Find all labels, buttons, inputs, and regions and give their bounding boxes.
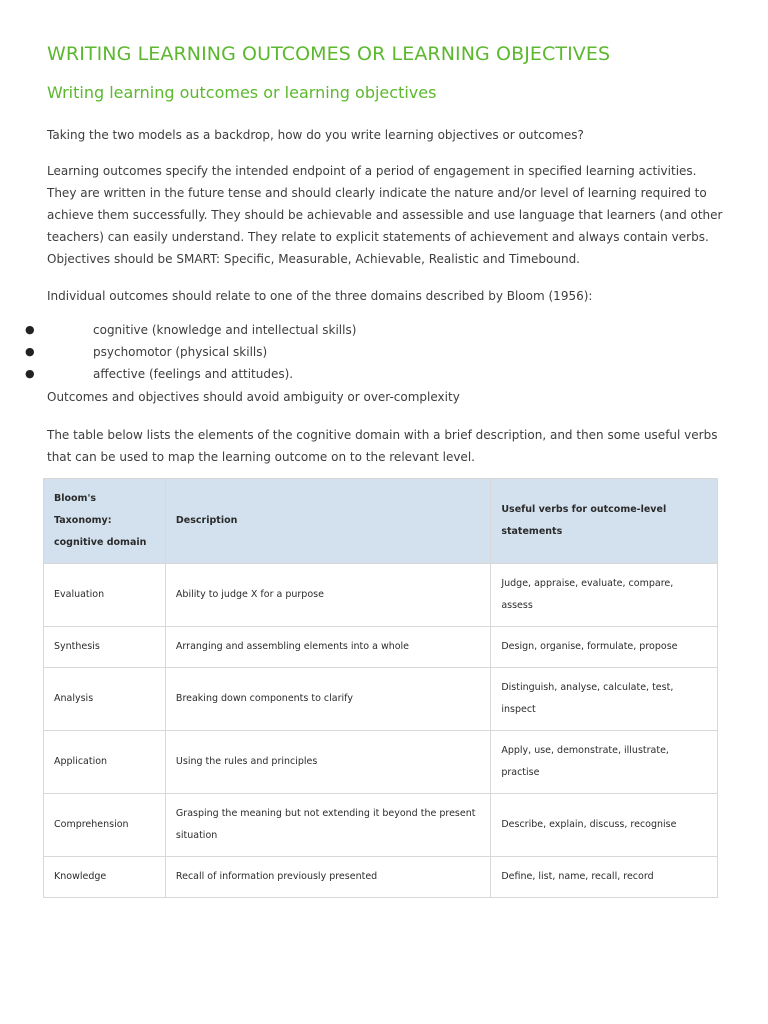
cell-level: Application <box>44 731 166 794</box>
header-cell-description: Description <box>165 479 490 564</box>
cell-verbs: Design, organise, formulate, propose <box>491 627 718 668</box>
cell-description: Arranging and assembling elements into a whole <box>165 627 490 668</box>
page-title: WRITING LEARNING OUTCOMES OR LEARNING OBJECTIVES <box>47 43 611 65</box>
domain-cognitive: cognitive (knowledge and intellectual skills) <box>93 323 357 337</box>
cell-verbs: Apply, use, demonstrate, illustrate, practise <box>491 731 718 794</box>
outcomes-paragraph: Learning outcomes specify the intended endpoint of a period of engagement in specified learning activities. They are written in the future tense and should clearly indicate the nature and/or level of learning required to achieve them successfully. They should be achievable and assessible and use language that learners (and other teachers) can easily understand. They relate to explicit statements of achievement and always contain verbs. Objectives should be SMART: Specific, Measurable, Achievable, Realistic and Timebound. <box>47 164 723 266</box>
domains-intro-paragraph: Individual outcomes should relate to one of the three domains described by Bloom (1956): <box>47 289 593 303</box>
bullet-icon: ● <box>25 323 35 336</box>
cell-verbs: Describe, explain, discuss, recognise <box>491 794 718 857</box>
cell-description: Breaking down components to clarify <box>165 668 490 731</box>
intro-paragraph: Taking the two models as a backdrop, how do you write learning objectives or outcomes? <box>47 128 584 142</box>
cell-verbs: Judge, appraise, evaluate, compare, assess <box>491 564 718 627</box>
cell-description: Grasping the meaning but not extending it beyond the present situation <box>165 794 490 857</box>
table-intro-paragraph: The table below lists the elements of the cognitive domain with a brief description, and then some useful verbs that can be used to map the learning outcome on to the relevant level. <box>47 428 718 464</box>
cell-level: Knowledge <box>44 857 166 898</box>
cell-description: Ability to judge X for a purpose <box>165 564 490 627</box>
cell-description: Recall of information previously presented <box>165 857 490 898</box>
table-header-row <box>44 479 718 564</box>
cell-verbs: Define, list, name, recall, record <box>491 857 718 898</box>
cell-level: Evaluation <box>44 564 166 627</box>
header-cell-verbs: Useful verbs for outcome-level statements <box>491 479 718 564</box>
cell-description: Using the rules and principles <box>165 731 490 794</box>
cell-level: Synthesis <box>44 627 166 668</box>
header-cell-domain: Bloom's Taxonomy: cognitive domain <box>44 479 166 564</box>
section-subtitle: Writing learning outcomes or learning objectives <box>47 83 437 102</box>
cell-verbs: Distinguish, analyse, calculate, test, inspect <box>491 668 718 731</box>
bloom-taxonomy-table <box>43 478 718 898</box>
cell-level: Analysis <box>44 668 166 731</box>
table-row <box>44 794 718 857</box>
table-row <box>44 731 718 794</box>
domain-psychomotor: psychomotor (physical skills) <box>93 345 268 359</box>
avoid-note: Outcomes and objectives should avoid ambiguity or over-complexity <box>47 390 460 404</box>
table-row <box>44 564 718 627</box>
domain-affective: affective (feelings and attitudes). <box>93 367 294 381</box>
table-row <box>44 857 718 898</box>
bullet-icon: ● <box>25 345 35 358</box>
table-row <box>44 627 718 668</box>
bullet-icon: ● <box>25 367 35 380</box>
cell-level: Comprehension <box>44 794 166 857</box>
table-row <box>44 668 718 731</box>
